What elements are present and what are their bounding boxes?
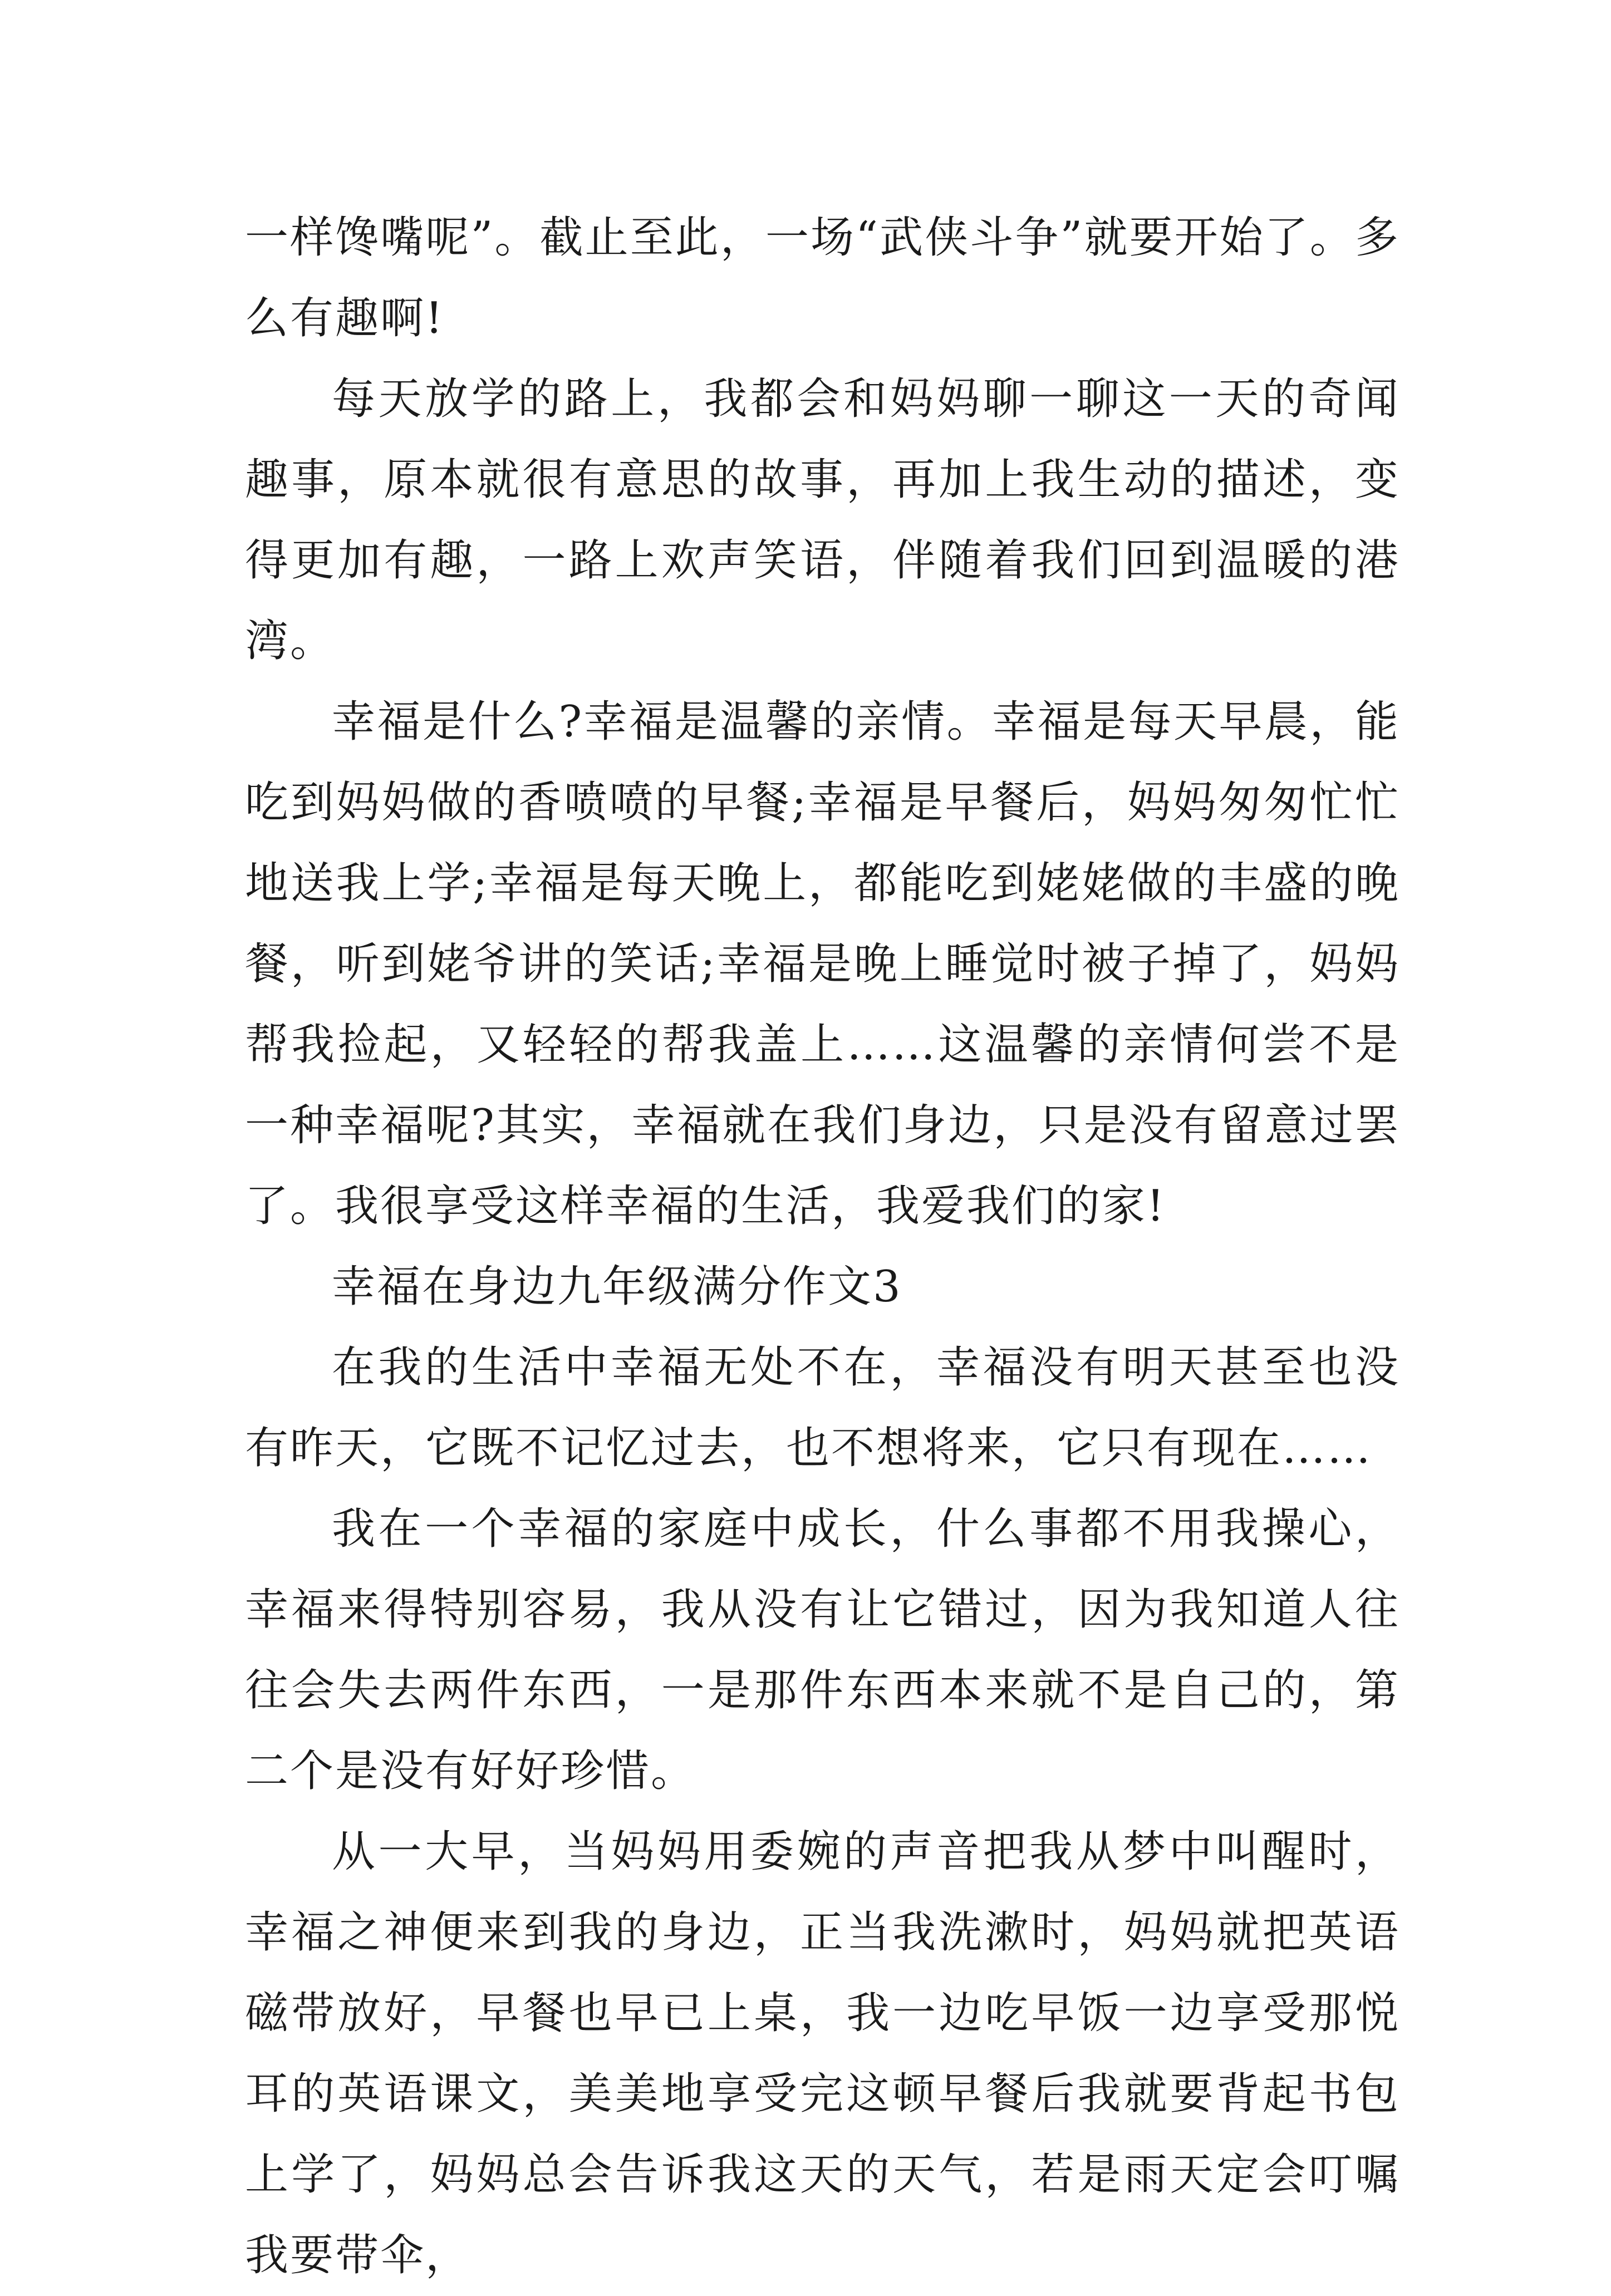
paragraph-happy-family: 我在一个幸福的家庭中成长，什么事都不用我操心，幸福来得特别容易，我从没有让它错过，因为我知道人往往会失去两件东西，一是那件东西本来就不是自己的，第二个是没有好好珍惜。 xyxy=(245,1504,1400,1796)
paragraph-after-school: 每天放学的路上，我都会和妈妈聊一聊这一天的奇闻趣事，原本就很有意思的故事，再加上我生动的描述，变得更加有趣，一路上欢声笑语，伴随着我们回到温暖的港湾。 xyxy=(245,374,1400,666)
paragraph-what-is-happiness: 幸福是什么?幸福是温馨的亲情。幸福是每天早晨，能吃到妈妈做的香喷喷的早餐;幸福是早餐后，妈妈匆匆忙忙地送我上学;幸福是每天晚上，都能吃到姥姥做的丰盛的晚餐，听到姥爷讲的笑话;幸福是晚上睡觉时被子掉了，妈妈帮我捡起，又轻轻的帮我盖上……这温馨的亲情何尝不是一种幸福呢?其实，幸福就在我们身边，只是没有留意过罢了。我很享受这样幸福的生活，我爱我们的家! xyxy=(245,697,1400,1231)
paragraph-morning: 从一大早，当妈妈用委婉的声音把我从梦中叫醒时，幸福之神便来到我的身边，正当我洗漱时，妈妈就把英语磁带放好，早餐也早已上桌，我一边吃早饭一边享受那悦耳的英语课文，美美地享受完这顿早餐后我就要背起书包上学了，妈妈总会告诉我这天的天气，若是雨天定会叮嘱我要带伞， xyxy=(245,1827,1400,2280)
essay-body xyxy=(245,198,1400,2296)
paragraph-continuation: 一样馋嘴呢”。截止至此，一场“武侠斗争”就要开始了。多么有趣啊! xyxy=(245,213,1400,343)
paragraph-happiness-everywhere: 在我的生活中幸福无处不在，幸福没有明天甚至也没有昨天，它既不记忆过去，也不想将来，它只有现在…… xyxy=(245,1343,1400,1473)
essay-heading: 幸福在身边九年级满分作文3 xyxy=(332,1262,902,1312)
